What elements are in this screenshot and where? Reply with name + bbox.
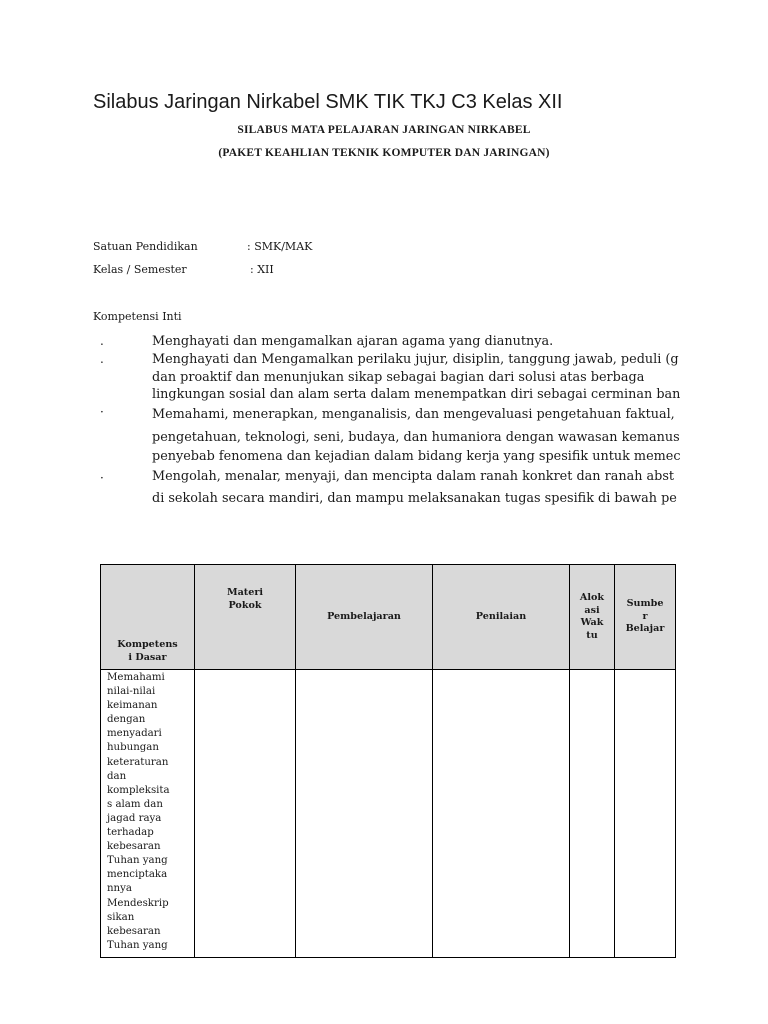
ki-line: dan proaktif dan menunjukan sikap sebagai bagian dari solusi atas berbaga [152, 370, 645, 385]
header-alokasi-waktu: Alok asi Wak tu [570, 565, 615, 670]
kd-line: Mendeskrip [107, 897, 169, 909]
ki-bullet-2: . [100, 352, 104, 366]
satuan-pendidikan-label: Satuan Pendidikan [93, 240, 198, 253]
kd-line: nilai-nilai [107, 686, 156, 698]
kd-line: sikan [107, 911, 135, 923]
header-kompetensi-dasar: Kompetens i Dasar [101, 565, 195, 670]
syllabus-table [100, 564, 676, 958]
kd-line: keimanan [107, 700, 158, 712]
table-header-row [101, 565, 676, 670]
ki-line: di sekolah secara mandiri, dan mampu melaksanakan tugas spesifik di bawah pe [152, 491, 677, 506]
ki-bullet-3: · [100, 405, 104, 419]
ki-line: Memahami, menerapkan, menganalisis, dan mengevaluasi pengetahuan faktual, [152, 407, 675, 422]
ki-line: Menghayati dan Mengamalkan perilaku jujur, disiplin, tanggung jawab, peduli (g [152, 352, 679, 367]
kd-line: Tuhan yang [107, 855, 168, 867]
header-penilaian: Penilaian [433, 565, 570, 670]
syllabus-heading: SILABUS MATA PELAJARAN JARINGAN NIRKABEL [237, 124, 531, 136]
kd-line: menyadari [107, 728, 162, 740]
ki-bullet-4: · [100, 471, 104, 485]
kd-line: keteraturan [107, 756, 169, 768]
kd-line: jagad raya [107, 812, 162, 824]
pembelajaran-cell [296, 670, 433, 958]
kd-line: dengan [107, 714, 146, 726]
header-sumber-belajar: Sumbe r Belajar [615, 565, 676, 670]
document-title: Silabus Jaringan Nirkabel SMK TIK TKJ C3 Kelas XII [93, 91, 563, 113]
ki-line: penyebab fenomena dan kejadian dalam bidang kerja yang spesifik untuk memec [152, 449, 681, 464]
kd-line: dan [107, 770, 127, 782]
kd-line: kompleksita [107, 784, 170, 796]
ki-line: lingkungan sosial dan alam serta dalam menempatkan diri sebagai cerminan ban [152, 387, 681, 402]
kelas-semester-value: : XII [250, 263, 274, 276]
materi-pokok-cell [195, 670, 296, 958]
kd-line: Tuhan yang [107, 939, 168, 951]
kompetensi-dasar-cell [101, 670, 195, 958]
header-materi-pokok: Materi Pokok [195, 565, 296, 670]
program-heading: (PAKET KEAHLIAN TEKNIK KOMPUTER DAN JARINGAN) [218, 147, 550, 159]
kd-line: menciptaka [107, 869, 168, 881]
ki-line: Menghayati dan mengamalkan ajaran agama yang dianutnya. [152, 334, 554, 349]
ki-line: Mengolah, menalar, menyaji, dan mencipta dalam ranah konkret dan ranah abst [152, 469, 675, 484]
penilaian-cell [433, 670, 570, 958]
kd-line: terhadap [107, 827, 154, 839]
satuan-pendidikan-value: : SMK/MAK [247, 240, 313, 253]
alokasi-waktu-cell [570, 670, 615, 958]
kelas-semester-label: Kelas / Semester [93, 263, 187, 276]
kompetensi-inti-heading: Kompetensi Inti [93, 310, 182, 323]
ki-bullet-1: . [100, 334, 104, 348]
ki-line: pengetahuan, teknologi, seni, budaya, dan humaniora dengan wawasan kemanus [152, 430, 680, 445]
kd-line: nnya [107, 883, 132, 895]
kd-line: kebesaran [107, 841, 161, 853]
sumber-belajar-cell [615, 670, 676, 958]
kd-line: s alam dan [107, 798, 163, 810]
kd-line: hubungan [107, 742, 159, 754]
table-row [101, 670, 676, 958]
kd-line: Memahami [107, 672, 165, 683]
kd-line: kebesaran [107, 925, 161, 937]
header-pembelajaran: Pembelajaran [296, 565, 433, 670]
